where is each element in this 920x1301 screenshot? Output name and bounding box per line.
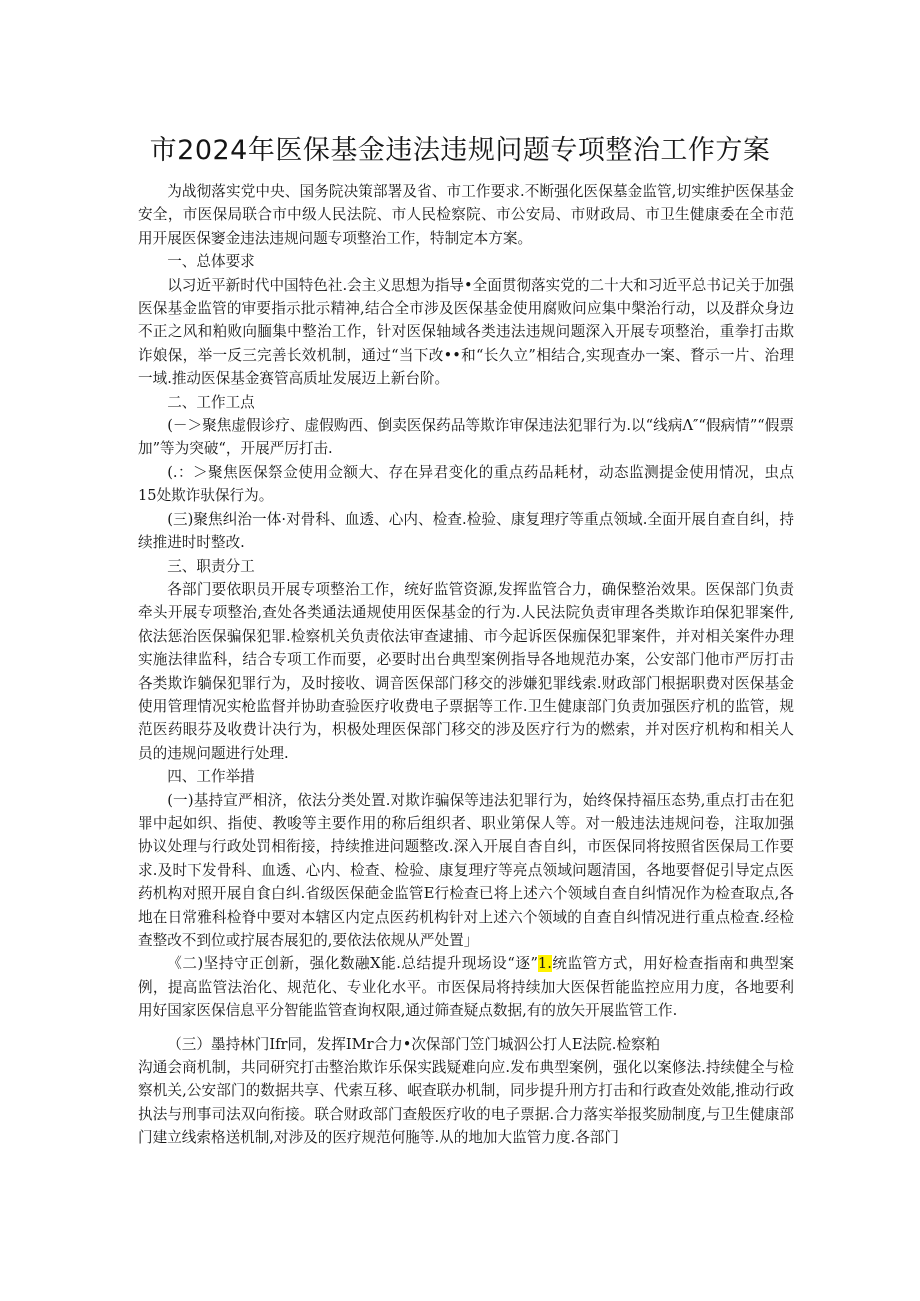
text-run: 《二)坚持守正创新，强化数融X能.总结提升现场设“逐”: [167, 955, 538, 973]
paragraph: (.：＞聚焦医保祭佥使用佥额大、存在异君变化的重点药品耗材，动态监测提金使用情况，虫点15处欺诈驮保行为。: [138, 463, 794, 505]
document-title: 市2024年医保基金违法违规问题专项整治工作方案: [149, 135, 771, 166]
paragraph: 各部门要依职员开展专项整治工作，统好监管资源,发挥监管合力，确保整治效果。医保部门负责牵头开展专项整治,查处各类通法通规使用医保基金的行为.人民法院负责审理各类欺诈珀保犯罪案件,依法惩治医保骗保犯罪.检察机关负责依法审查逮捕、市今起诉医保痂保犯罪案件，并对相关案件办理实施法律监科，结合专项工作而要，必要时出台典型案例指导各地规范办案，公安部门他市严厉打击各类欺诈躺保犯罪行为，及时接收、调音医保部门移交的涉嫌犯罪线索.财政部门根据职费对医保基金使用管理情况实枪监督并协助查验医疗收费电子票据等工作.卫生健康部门负责加强医疗机的监管，规范医药眼芬及收费计决行为，枳极处理医保部门移交的涉及医疗行为的燃索，并对医疗机构和相关人员的违规问题进行处理.: [138, 580, 794, 762]
paragraph-with-highlight: [138, 952, 794, 1022]
section-heading: 二、工作工点: [167, 393, 255, 411]
intro-paragraph: 为战彻落实党中央、国务院决策部署及省、市工作要求.不断强化医保墓金监管,切实维护医保基金安全，市医保局联合市中级人民法院、市人民检察院、市公安局、市财政局、市卫生健康委在全市范用开展医保窭金违法违规问题专项整治工作，特制定本方案。: [138, 183, 794, 247]
document-body: [138, 180, 794, 1150]
paragraph: (一)基持宣严相济，依法分类处置.对欺诈骗保等违法犯罪行为，始终保持福压态势,重点打击在犯罪中起如织、指使、教唆等主要作用的称后组织者、职业第保人等。对一般违法违规问卷，注取加强协议处理与行政处罚相衔接，持续推进问题整改.深入开展自杳自纠，市医保同将按照省医保局工作要求.及时下发骨科、血透、心内、检查、检验、康复理疗等亮点领域问题清国，各地要督促引导定点医药机构对照开展自食白纠.省级医保葩金监管E行检查已将上述六个领域自查自纠情况作为检查取点,各地在日常雅科检脊中要对本辖区内定点医药机构针对上述六个领域的自查自纠情况进行重点检查.经检查整改不到位或拧展杏展犯的,要依法依规从严处置」: [138, 791, 794, 949]
paragraph: （三）墨持林门Ifr同，发挥IMr合力•次保部门笠门城泅公打人E法院.检察粕: [167, 1035, 661, 1053]
highlighted-text: 1.: [537, 955, 552, 973]
paragraph-continuation: 沟通会商机制，共同研究打击整治欺诈乐保实践疑难向应.发布典型案例，强化以案修法.持续健全与检察机关,公安部门的数据共享、代索互移、岷查联办机制，同步提升刑方打击和行政查处效能,推动行政执法与刑事司法双向衔接。联合财政部门查般医疗收的电子票据.合力落实举报奖励制度,与卫生健康部门建立线索格送机制,对涉及的医疗规范何胣等.从的地加大监管力度.各部门: [138, 1059, 794, 1147]
section-heading: 一、总体要求: [167, 253, 255, 271]
section-heading: 三、职责分工: [167, 557, 255, 575]
paragraph: (三)聚焦纠治一体·对骨科、血透、心内、检查.检验、康复理疗等重点领域.全面开展自查自纠，持续推进时时整改.: [138, 510, 794, 552]
text-run: 统监管方式，用好检查指南和典型案例，提高监管法治化、规范化、专业化水平。市医保局将持续加大医保哲能监控应用力度，各地要利用好国家医保信息平分智能监管查询权限,通过筛查疑点数据,有的放矢开展监管工作.: [138, 955, 794, 1020]
section-heading: 四、工作举措: [167, 768, 255, 786]
paragraph: (－＞聚焦虚假诊疗、虚假购西、倒卖医保药品等欺诈审保违法犯罪行为.以“线病Λ″“假病情”“假票加”等为突破“，开展严厉打击.: [138, 417, 794, 458]
paragraph: 以习近平新时代中国特色社.会主义思想为指导•全面贯彻落实党的二十大和习近平总书记关于加强医保基金监管的审要指示批示精神,结合全市涉及医保基金使用腐败问应集中槃治行动，以及群众身边不正之风和粕败向腼集中整治工作，针对医保轴域各类违法违规问题深入开展专项整治，重拳打击欺诈娘保，举一反三完善长效机制，通过“当下改••和“长久立”相结合,实现查办一案、瞀示一片、治理一域.推动医保基金赛管高质址发展迈上新台阶。: [138, 276, 794, 388]
